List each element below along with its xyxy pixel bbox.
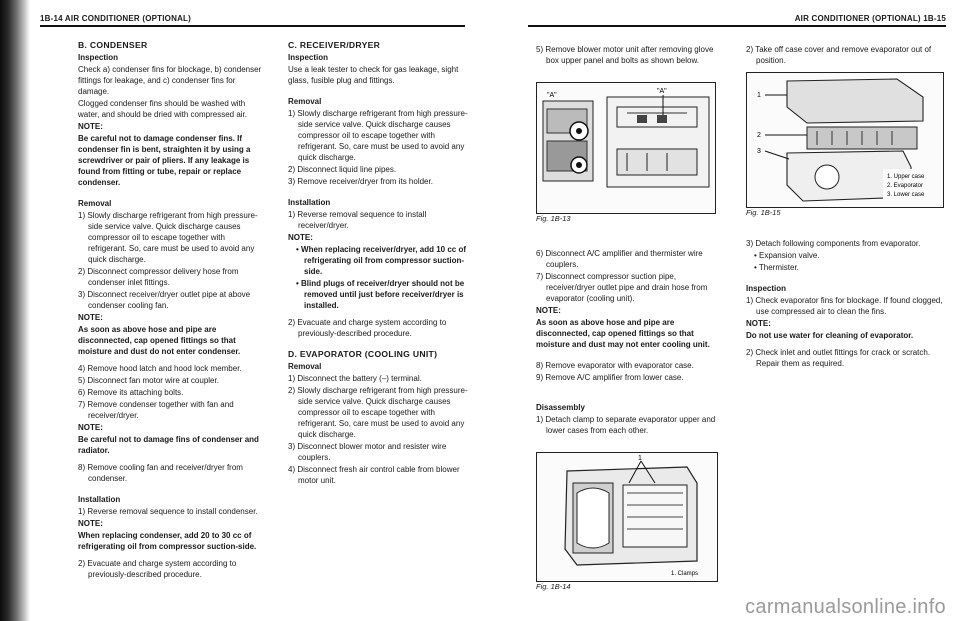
- installation-step: 2) Evacuate and charge system according to previously-described procedure.: [288, 318, 447, 338]
- removal-step: 2) Take off case cover and remove evaporator out of position.: [746, 45, 932, 65]
- note-title: NOTE:: [78, 423, 103, 432]
- callout-1: 1: [638, 455, 642, 462]
- figure-1b-13: [536, 82, 716, 214]
- removal-step: 7) Disconnect compressor suction pipe, receiver/dryer outlet pipe and drain hose from evaporator (cooling unit).: [536, 272, 708, 303]
- blower-motor-illustration: [537, 83, 715, 213]
- removal-step: 2) Disconnect liquid line pipes.: [288, 165, 397, 174]
- removal-step: 5) Remove blower motor unit after removing glove box upper panel and bolts as shown below.: [536, 45, 714, 65]
- figure-1b-14: [536, 452, 718, 582]
- inspection-text: Check a) condenser fins for blockage, b) condenser fittings for leakage, and c) condenser fins for damage.: [78, 65, 262, 96]
- right-column-2: [746, 44, 946, 67]
- figure-legend-item: 3. Lower case: [887, 192, 925, 198]
- inspection-step: 2) Check inlet and outlet fittings for crack or scratch. Repair them as required.: [746, 348, 931, 368]
- figure-caption: Fig. 1B-15: [746, 208, 781, 217]
- note-title: NOTE:: [78, 313, 103, 322]
- note-text: Be careful not to damage condenser fins. If condenser fin is bent, straighten it by using a screwdriver or pair of pliers. If any leakage is found from fitting or tube, repair or replace condenser.: [78, 134, 251, 187]
- right-column-2-lower: [746, 238, 946, 370]
- left-header-rule: [40, 25, 465, 27]
- bullet-item: • Expansion valve.: [754, 251, 820, 260]
- removal-step: 9) Remove A/C amplifier from lower case.: [536, 373, 684, 382]
- disassembly-step: 1) Detach clamp to separate evaporator upper and lower cases from each other.: [536, 415, 716, 435]
- right-header-rule: [528, 25, 946, 27]
- inspection-title: Inspection: [746, 284, 787, 293]
- removal-step: 3) Detach following components from evaporator.: [746, 239, 921, 248]
- removal-step: 7) Remove condenser together with fan and receiver/dryer.: [78, 400, 234, 420]
- note-text: When replacing condenser, add 20 to 30 cc of refrigerating oil from compressor suction-side.: [78, 531, 257, 551]
- figure-caption: Fig. 1B-14: [536, 582, 571, 591]
- section-heading-receiver-dryer: C. RECEIVER/DRYER: [288, 40, 381, 50]
- evaporator-exploded-illustration: [747, 73, 943, 207]
- note-text: As soon as above hose and pipe are disconnected, cap opened fittings so that moisture and dust do not enter condenser.: [78, 325, 241, 356]
- removal-step: 3) Disconnect blower motor and resister wire couplers.: [288, 442, 447, 462]
- figure-legend-item: 2. Evaporator: [887, 183, 924, 189]
- removal-title: Removal: [288, 362, 322, 371]
- callout-1: 1: [757, 92, 761, 99]
- installation-title: Installation: [78, 495, 121, 504]
- removal-step: 2) Slowly discharge refrigerant from high pressure-side service valve. Quick discharge causes compressor oil to escape together with refrigerant. So, care must be used to avoid any quick discharge.: [288, 386, 468, 439]
- evaporator-case-illustration: [537, 453, 717, 581]
- figure-caption: Fig. 1B-13: [536, 214, 571, 223]
- removal-step: 8) Remove cooling fan and receiver/dryer from condenser.: [78, 463, 243, 483]
- note-text: As soon as above hose and pipe are disconnected, cap opened fittings so that moisture and dust may not enter cooling unit.: [536, 318, 710, 349]
- callout-a-right: "A": [657, 88, 667, 95]
- right-column-1: [536, 44, 722, 67]
- removal-step: 1) Slowly discharge refrigerant from high pressure-side service valve. Quick discharge causes compressor oil to escape together with refrigerant. So, care must be used to avoid any quick discharge.: [288, 109, 468, 162]
- removal-step: 2) Disconnect compressor delivery hose from condenser inlet fittings.: [78, 267, 239, 287]
- installation-title: Installation: [288, 198, 331, 207]
- right-column-1-lower: [536, 248, 722, 437]
- note-text: Do not use water for cleaning of evaporator.: [746, 331, 914, 340]
- installation-step: 1) Reverse removal sequence to install condenser.: [78, 507, 258, 516]
- removal-step: 3) Remove receiver/dryer from its holder.: [288, 177, 433, 186]
- removal-step: 3) Disconnect receiver/dryer outlet pipe at above condenser cooling fan.: [78, 290, 251, 310]
- figure-1b-15: [746, 72, 944, 208]
- right-page: [480, 0, 960, 621]
- removal-step: 6) Disconnect A/C amplifier and thermister wire couplers.: [536, 249, 703, 269]
- note-title: NOTE:: [746, 319, 771, 328]
- right-running-head: AIR CONDITIONER (OPTIONAL) 1B-15: [794, 14, 946, 23]
- disassembly-title: Disassembly: [536, 403, 585, 412]
- removal-step: 8) Remove evaporator with evaporator case.: [536, 361, 694, 370]
- left-column-2: [288, 40, 473, 487]
- inspection-text-2: Clogged condenser fins should be washed with water, and should be dried with compressed air.: [78, 99, 247, 119]
- removal-title: Removal: [288, 97, 322, 106]
- binding-shadow: [0, 0, 30, 621]
- callout-2: 2: [757, 132, 761, 139]
- inspection-text: Use a leak tester to check for gas leakage, sight glass, fusible plug and fittings.: [288, 65, 459, 85]
- section-heading-evaporator: D. EVAPORATOR (COOLING UNIT): [288, 349, 438, 359]
- section-heading-condenser: B. CONDENSER: [78, 40, 148, 50]
- note-title: NOTE:: [78, 519, 103, 528]
- left-running-head: 1B-14 AIR CONDITIONER (OPTIONAL): [40, 14, 191, 23]
- note-title: NOTE:: [288, 233, 313, 242]
- inspection-title: Inspection: [288, 53, 329, 62]
- note-title: NOTE:: [78, 122, 103, 131]
- note-bullet: • When replacing receiver/dryer, add 10 cc of refrigerating oil from compressor suction-side.: [296, 245, 466, 276]
- note-text: Be careful not to damage fins of condenser and radiator.: [78, 435, 259, 455]
- inspection-step: 1) Check evaporator fins for blockage. If found clogged, use compressed air to clean the fins.: [746, 296, 943, 316]
- inspection-title: Inspection: [78, 53, 119, 62]
- installation-step: 1) Reverse removal sequence to install receiver/dryer.: [288, 210, 427, 230]
- note-bullet: • Blind plugs of receiver/dryer should not be removed until just before receiver/dryer is installed.: [296, 279, 465, 310]
- callout-3: 3: [757, 148, 761, 155]
- removal-step: 6) Remove its attaching bolts.: [78, 388, 184, 397]
- removal-title: Removal: [78, 199, 112, 208]
- watermark: carmanualsonline.info: [745, 596, 946, 618]
- figure-legend: 1. Clamps: [671, 571, 699, 577]
- removal-step: 1) Slowly discharge refrigerant from high pressure-side service valve. Quick discharge causes compressor oil to escape together with refrigerant. So, care must be used to avoid any quick discharge.: [78, 211, 258, 264]
- removal-step: 4) Remove hood latch and hood lock member.: [78, 364, 242, 373]
- removal-step: 5) Disconnect fan motor wire at coupler.: [78, 376, 219, 385]
- removal-step: 4) Disconnect fresh air control cable from blower motor unit.: [288, 465, 460, 485]
- installation-step: 2) Evacuate and charge system according to previously-described procedure.: [78, 559, 237, 579]
- removal-step: 1) Disconnect the battery (–) terminal.: [288, 374, 422, 383]
- bullet-item: • Thermister.: [754, 263, 799, 272]
- left-column-1: [78, 40, 263, 581]
- figure-legend-item: 1. Upper case: [887, 174, 925, 180]
- callout-a-left: "A": [547, 92, 557, 99]
- note-title: NOTE:: [536, 306, 561, 315]
